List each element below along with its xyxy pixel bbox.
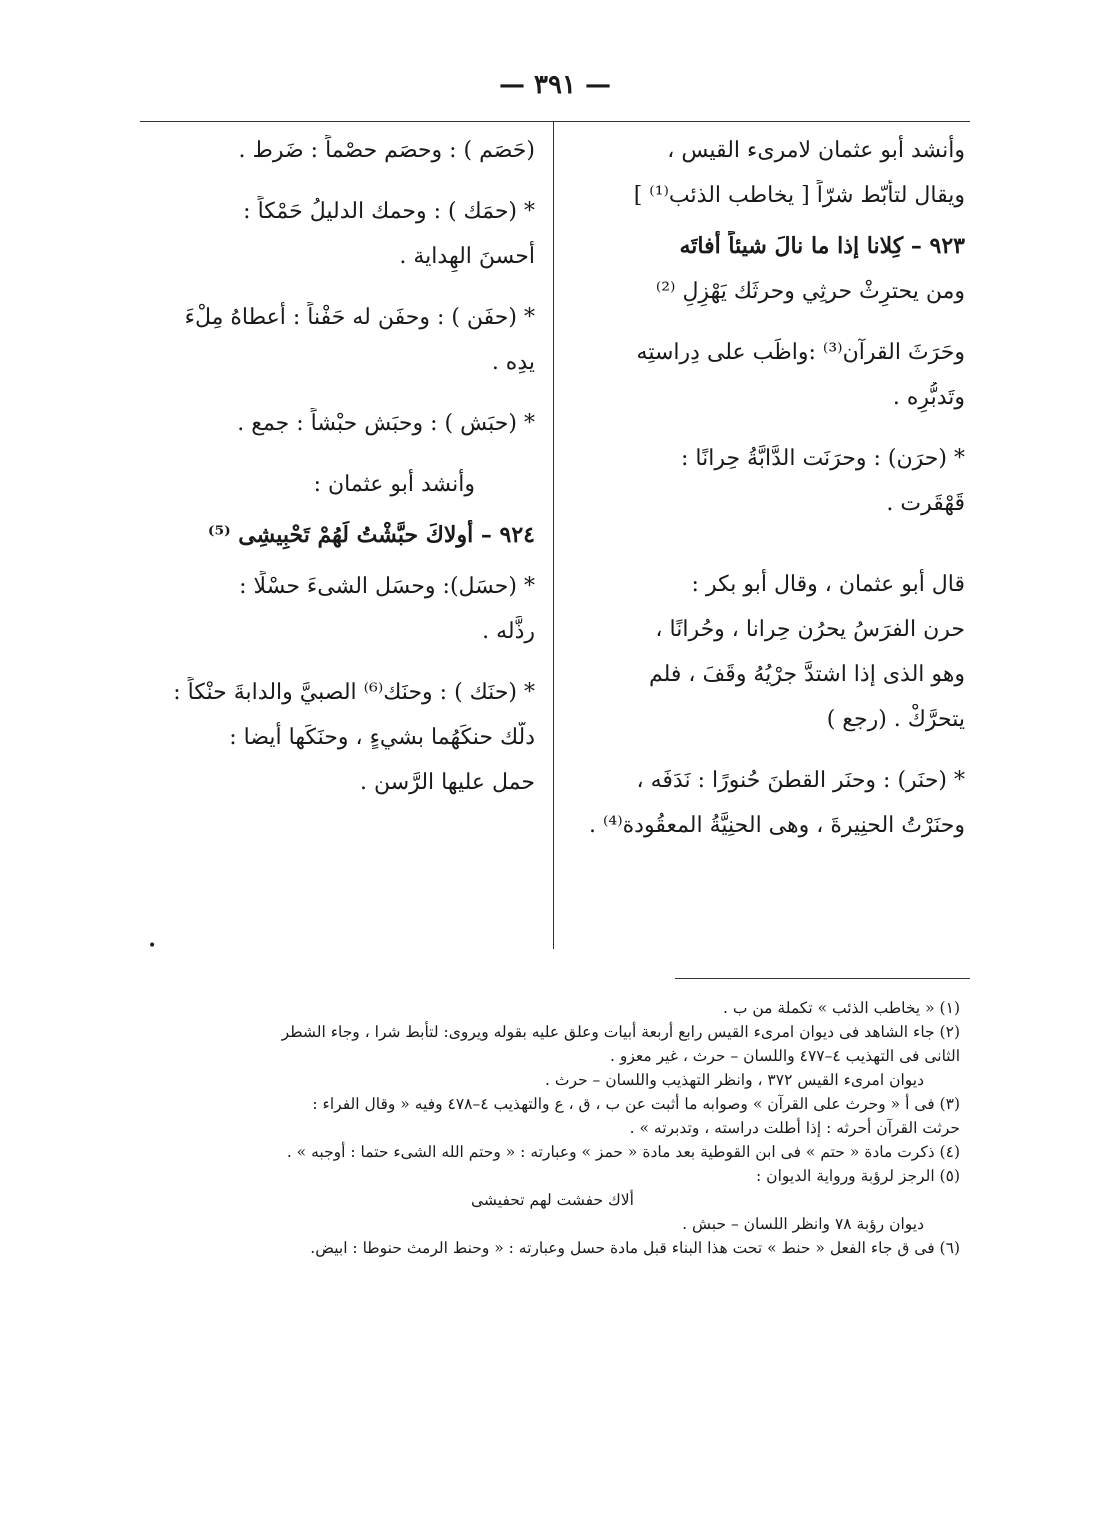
text-line: قال أبو عثمان ، وقال أبو بكر : [691, 572, 965, 597]
footnote-continuation: الثانى فى التهذيب ٤–٤٧٧ واللسان – حرث ، غير معزو . [610, 1047, 960, 1065]
footnote: (٥) الرجز لرؤبة ورواية الديوان : [756, 1167, 960, 1185]
verse-number-line: ٩٢٤ – أُولاكَ حبَّشْتُ لَهُمْ تَحْبِيشِى ⁽⁵⁾ [207, 522, 535, 548]
entry-heading: * (حمَك ) : وحمك الدليلُ حَمْكاً : [243, 199, 535, 224]
text-line: حمل عليها الرَّسن . [360, 770, 535, 795]
footnote-rule [675, 978, 970, 979]
entry-heading: * (حفَن ) : وحفَن له حَفْناً : أعطاهُ مِلْءَ [184, 305, 535, 330]
entry-heading: * (حنَك ) : وحنَك⁽⁶⁾ الصبيَّ والدابةَ حنْكاً : [173, 680, 535, 705]
text-line: قَهْقَرت . [886, 491, 965, 516]
text-line: وهو الذى إذا اشتدَّ جرْيُهُ وقَفَ ، فلم [649, 662, 965, 687]
text-line: رذَّله . [482, 619, 535, 644]
text-line: أحسنَ الهِداية . [399, 244, 535, 269]
footnotes [145, 996, 960, 1260]
entry-heading: * (حسَل): وحسَل الشىءَ حسْلًا : [239, 574, 535, 599]
footnote-continuation: حرثت القرآن أحرثه : إذا أطلت دراسته ، وتدبرته » . [629, 1119, 960, 1137]
left-column [130, 135, 535, 798]
text-line: وحنَرْتُ الحنِيرةَ ، وهى الحنِيَّةُ المعقُودة⁽⁴⁾ . [589, 813, 965, 838]
entry-heading: * (حرَن) : وحرَنَت الدَّابَّةُ حِرانًا : [680, 446, 965, 471]
text-line: وتَدبُّرِه . [892, 385, 965, 410]
text-line: وأنشد أبو عثمان : [313, 472, 475, 497]
text-line: يتحرَّكْ . (رجع ) [826, 707, 965, 732]
footnote: (٢) جاء الشاهد فى ديوان امرىء القيس رابع أربعة أبيات وعلق عليه بقوله ويروى: لتأبط شرا ، وجاء الشطر [281, 1023, 960, 1041]
footnote: (٦) فى ق جاء الفعل « حنط » تحت هذا البناء قبل مادة حسل وعبارته : « وحنط الرمث حنوطا : ابيض. [310, 1239, 960, 1257]
footnote: (٣) فى أ « وحرث على القرآن » وصوابه ما أثبت عن ب ، ق ، ع والتهذيب ٤–٤٧٨ وفيه « وقال الفراء : [312, 1095, 960, 1113]
header-rule [140, 121, 970, 122]
entry-heading: (حَصَم ) : وحصَم حصْماً : ضَرط . [238, 138, 535, 163]
entry-heading: * (حبَش ) : وحبَش حبْشاً : جمع . [237, 411, 535, 436]
text-line: دلَّك حنكَهُما بشيءٍ ، وحنَكَها أيضا : [229, 725, 535, 750]
text-line: وأنشد أبو عثمان لامرىء القيس ، [667, 138, 965, 163]
text-line: حرن الفرَسُ يحرُن حِرانا ، وحُرانًا ، [655, 617, 965, 642]
text-line: يدِه . [491, 350, 535, 375]
verse-line: ومن يحترِثْ حرثِي وحرثَك يَهْزِلِ ⁽²⁾ [655, 279, 965, 304]
right-column [570, 135, 965, 841]
text-line: ويقال لتأبّط شرّاً [ يخاطب الذئب⁽¹⁾ ] [633, 183, 965, 208]
footnote-continuation: ديوان امرىء القيس ٣٧٢ ، وانظر التهذيب واللسان – حرث . [545, 1071, 924, 1089]
page-number: — ٣٩١ — [498, 70, 612, 100]
verse-number-line: ٩٢٣ – كِلانا إذا ما نالَ شيئاً أفاتَه [679, 233, 965, 259]
text-line: وحَرَثَ القرآن⁽³⁾ :واظَب على دِراستِه [636, 340, 965, 365]
footnote-verse: ألاك حفشت لهم تحفيشى [471, 1191, 634, 1209]
margin-dot: • [148, 938, 157, 954]
entry-heading: * (حنَر) : وحنَر القطنَ حُنورًا : نَدَفَه ، [636, 768, 965, 793]
footnote: (٤) ذكرت مادة « حتم » فى ابن القوطية بعد مادة « حمز » وعبارته : « وحتم الله الشىء حتما : أوجبه » . [286, 1143, 960, 1161]
column-divider [553, 121, 554, 949]
footnote: (١) « يخاطب الذئب » تكملة من ب . [722, 999, 960, 1017]
footnote-continuation: ديوان رؤبة ٧٨ وانظر اللسان – حبش . [682, 1215, 924, 1233]
